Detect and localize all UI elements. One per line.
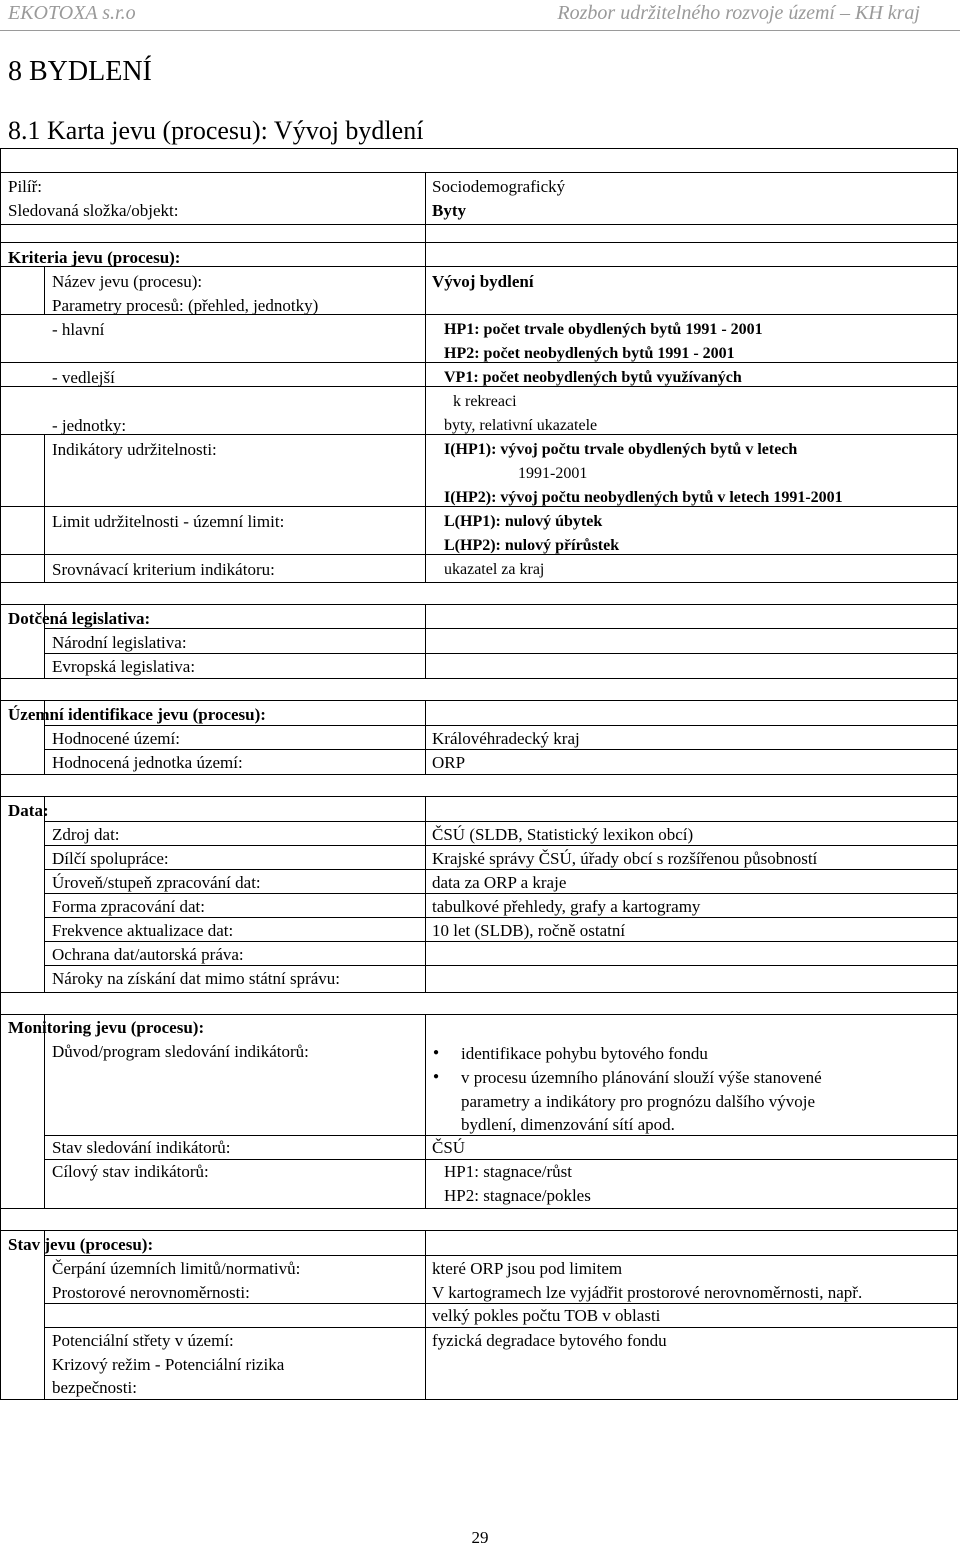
prostorove-label: Prostorové nerovnoměrnosti:	[52, 1283, 250, 1302]
cell-sep	[44, 628, 958, 629]
strety-value: fyzická degradace bytového fondu	[432, 1331, 667, 1350]
slozka-value: Byty	[432, 201, 466, 220]
bullet-dot-icon: ●	[433, 1071, 440, 1082]
legislativa-heading: Dotčená legislativa:	[8, 609, 151, 628]
stav-heading: Stav jevu (procesu):	[8, 1235, 154, 1254]
frekvence-value: 10 let (SLDB), ročně ostatní	[432, 921, 626, 940]
row-sep	[0, 796, 958, 797]
row-sep	[0, 1014, 958, 1015]
cell-sep	[44, 1255, 958, 1256]
page-number: 29	[471, 1528, 489, 1547]
duvod-label: Důvod/program sledování indikátorů:	[52, 1042, 309, 1061]
prostorove-value-line2: velký pokles počtu TOB v oblasti	[432, 1306, 661, 1325]
lhp1-value: L(HP1): nulový úbytek	[444, 513, 603, 530]
spoluprace-value: Krajské správy ČSÚ, úřady obcí s rozšířenou působností	[432, 849, 818, 868]
row-sep	[0, 604, 958, 605]
hodnocene-uzemi-value: Královéhradecký kraj	[432, 729, 580, 748]
evropska-label: Evropská legislativa:	[52, 657, 196, 676]
col-sep	[425, 701, 426, 774]
forma-label: Forma zpracování dat:	[52, 897, 205, 916]
srovnavaci-value: ukazatel za kraj	[444, 561, 545, 578]
row-sep	[0, 992, 958, 993]
srovnavaci-label: Srovnávací kriterium indikátoru:	[52, 560, 275, 579]
cell-sep	[44, 821, 958, 822]
ihp1-value-line1: I(HP1): vývoj počtu trvale obydlených bytů v letech	[444, 441, 798, 458]
cilovy-stav-hp1: HP1: stagnace/růst	[444, 1162, 572, 1181]
vp1-value-line1: VP1: počet neobydlených bytů využívaných	[444, 369, 742, 386]
row-sep	[0, 582, 958, 583]
ihp2-value: I(HP2): vývoj počtu neobydlených bytů v letech 1991-2001	[444, 489, 843, 506]
col-sep	[425, 797, 426, 992]
hodnocene-uzemi-label: Hodnocené území:	[52, 729, 180, 748]
jednotky-label: - jednotky:	[52, 416, 127, 435]
row-sep	[0, 1230, 958, 1231]
jednotky-value: byty, relativní ukazatele	[444, 417, 598, 434]
cerpani-label: Čerpání územních limitů/normativů:	[52, 1259, 301, 1278]
duvod-bullet-2-line2: parametry a indikátory pro prognózu dalšího vývoje	[461, 1092, 816, 1111]
chapter-heading: 8 BYDLENÍ	[8, 56, 152, 87]
table-border-bottom	[0, 1399, 958, 1400]
ochrana-label: Ochrana dat/autorská práva:	[52, 945, 244, 964]
col-sep	[425, 1231, 426, 1400]
table-border-top	[0, 148, 958, 149]
col-indent	[44, 434, 45, 582]
row-sep	[0, 224, 958, 225]
row-sep	[0, 700, 958, 701]
hp2-value: HP2: počet neobydlených bytů 1991 - 2001	[444, 345, 735, 362]
bullet-dot-icon: ●	[433, 1047, 440, 1058]
cilovy-stav-label: Cílový stav indikátorů:	[52, 1162, 209, 1181]
running-header-left: EKOTOXA s.r.o	[8, 2, 136, 24]
section-heading: 8.1 Karta jevu (procesu): Vývoj bydlení	[8, 116, 424, 145]
row-sep	[0, 242, 958, 243]
uroven-label: Úroveň/stupeň zpracování dat:	[52, 873, 261, 892]
lhp2-value: L(HP2): nulový přírůstek	[444, 537, 620, 554]
hodnocena-jednotka-label: Hodnocená jednotka území:	[52, 753, 243, 772]
parametry-label: Parametry procesů: (přehled, jednotky)	[52, 296, 319, 315]
col-sep	[425, 1015, 426, 1208]
cilovy-stav-hp2: HP2: stagnace/pokles	[444, 1186, 591, 1205]
pilir-label: Pilíř:	[8, 177, 43, 196]
hlavni-label: - hlavní	[52, 320, 105, 339]
col-sep-upper	[425, 172, 426, 582]
duvod-bullet-2-line3: bydlení, dimenzování sítí apod.	[461, 1115, 675, 1134]
krizovy-label-line2: bezpečnosti:	[52, 1378, 137, 1397]
strety-label: Potenciální střety v území:	[52, 1331, 234, 1350]
header-rule	[0, 30, 960, 31]
zdroj-label: Zdroj dat:	[52, 825, 120, 844]
row-sep	[0, 172, 958, 173]
vedlejsi-label: - vedlejší	[52, 368, 115, 387]
zdroj-value: ČSÚ (SLDB, Statistický lexikon obcí)	[432, 825, 694, 844]
cerpani-value: které ORP jsou pod limitem	[432, 1259, 623, 1278]
col-indent	[44, 797, 45, 992]
ihp1-value-line2: 1991-2001	[518, 465, 588, 482]
hp1-value: HP1: počet trvale obydlených bytů 1991 - 2001	[444, 321, 763, 338]
data-heading: Data:	[8, 801, 49, 820]
col-indent	[44, 267, 45, 314]
col-sep	[425, 605, 426, 678]
pilir-value: Sociodemografický	[432, 177, 566, 196]
spoluprace-label: Dílčí spolupráce:	[52, 849, 169, 868]
forma-value: tabulkové přehledy, grafy a kartogramy	[432, 897, 701, 916]
slozka-label: Sledovaná složka/objekt:	[8, 201, 179, 220]
uzemi-heading: Územní identifikace jevu (procesu):	[8, 705, 266, 724]
uroven-value: data za ORP a kraje	[432, 873, 567, 892]
kriteria-heading: Kriteria jevu (procesu):	[8, 248, 181, 267]
vp1-value-line2: k rekreaci	[453, 393, 517, 410]
prostorove-value-line1: V kartogramech lze vyjádřit prostorové nerovnoměrnosti, např.	[432, 1283, 863, 1302]
limit-label: Limit udržitelnosti - územní limit:	[52, 512, 285, 531]
krizovy-label-line1: Krizový režim - Potenciální rizika	[52, 1355, 285, 1374]
row-sep	[0, 1208, 958, 1209]
naroky-label: Nároky na získání dat mimo státní správu:	[52, 969, 340, 988]
running-header-right: Rozbor udržitelného rozvoje území – KH kraj	[557, 2, 920, 24]
duvod-bullet-2-line1: v procesu územního plánování slouží výše stanovené	[461, 1068, 822, 1087]
narodni-label: Národní legislativa:	[52, 633, 187, 652]
duvod-bullet-1: identifikace pohybu bytového fondu	[461, 1044, 708, 1063]
nazev-label: Název jevu (procesu):	[52, 272, 203, 291]
indikatory-label: Indikátory udržitelnosti:	[52, 440, 217, 459]
stav-sledovani-value: ČSÚ	[432, 1138, 466, 1157]
hodnocena-jednotka-value: ORP	[432, 753, 466, 772]
nazev-value: Vývoj bydlení	[432, 272, 534, 291]
stav-sledovani-label: Stav sledování indikátorů:	[52, 1138, 231, 1157]
monitoring-heading: Monitoring jevu (procesu):	[8, 1018, 205, 1037]
frekvence-label: Frekvence aktualizace dat:	[52, 921, 234, 940]
col-indent	[44, 1015, 45, 1208]
